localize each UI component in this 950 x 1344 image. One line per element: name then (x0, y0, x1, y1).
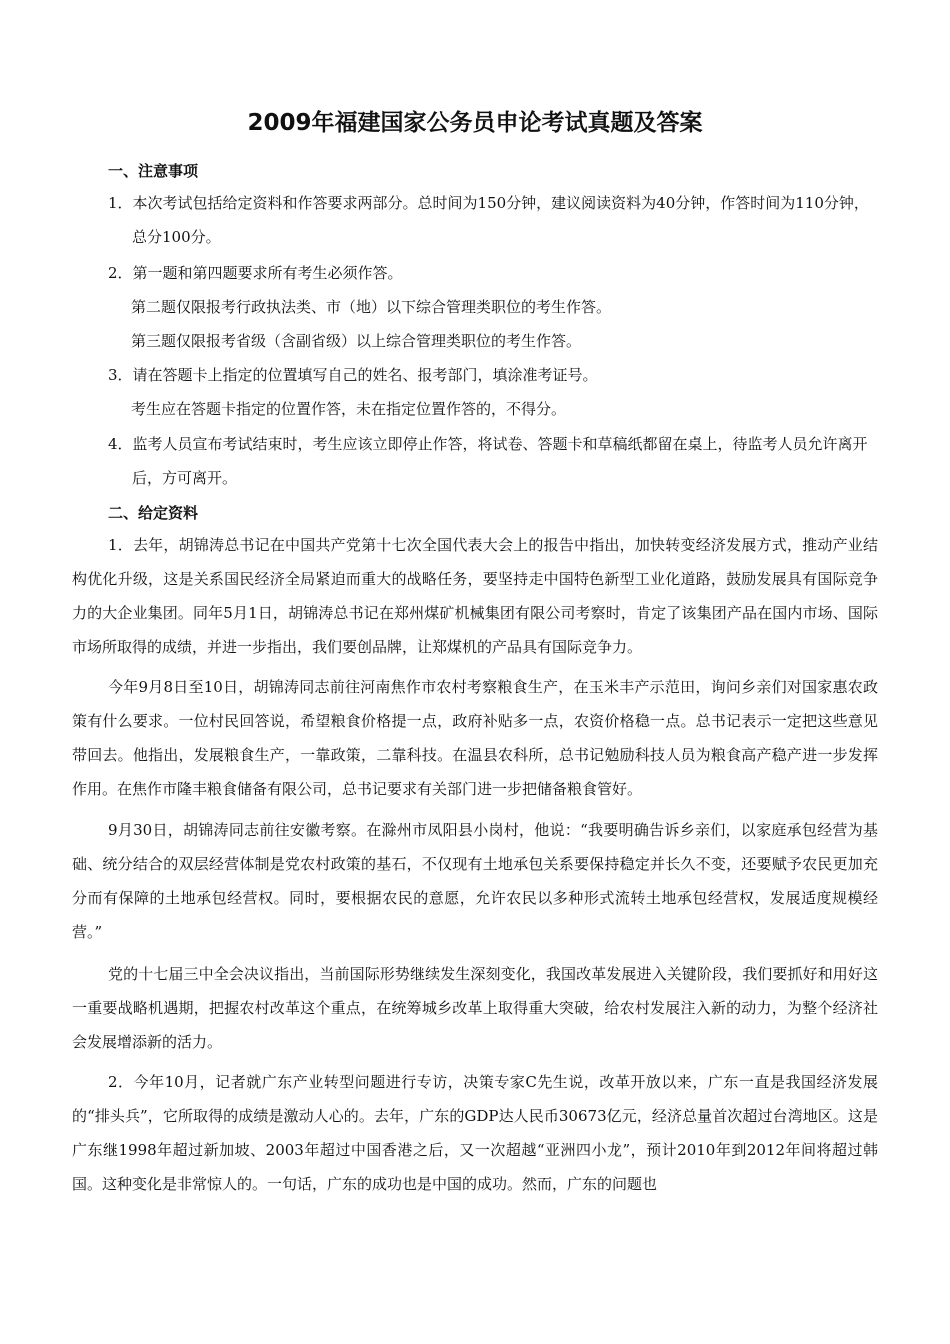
notes-item-3-sub-1: 考生应在答题卡指定的位置作答，未在指定位置作答的，不得分。 (131, 400, 567, 418)
material-paragraph-4: 党的十七届三中全会决议指出，当前国际形势继续发生深刻变化，我国改革发展进入关键阶段，我们要抓好和用好这一重要战略机遇期，把握农村改革这个重点，在统筹城乡改革上取得重大突破，给农村发展注入新的动力，为整个经济社会发展增添新的活力。 (72, 965, 878, 1051)
notes-item-3: 3．请在答题卡上指定的位置填写自己的姓名、报考部门，填涂准考证号。 (108, 366, 598, 384)
material-paragraph-1: 1．去年，胡锦涛总书记在中国共产党第十七次全国代表大会上的报告中指出，加快转变经济发展方式，推动产业结构优化升级，这是关系国民经济全局紧迫而重大的战略任务，要坚持走中国特色新型工业化道路，鼓励发展具有国际竞争力的大企业集团。同年5月1日，胡锦涛总书记在郑州煤矿机械集团有限公司考察时，肯定了该集团产品在国内市场、国际市场所取得的成绩，并进一步指出，我们要创品牌，让郑煤机的产品具有国际竞争力。 (72, 536, 878, 656)
notes-item-2: 2．第一题和第四题要求所有考生必须作答。 (108, 264, 403, 282)
notes-item-4: 4．监考人员宣布考试结束时，考生应该立即停止作答，将试卷、答题卡和草稿纸都留在桌上，待监考人员允许离开后，方可离开。 (108, 435, 868, 487)
notes-item-1: 1．本次考试包括给定资料和作答要求两部分。总时间为150分钟，建议阅读资料为40分钟，作答时间为110分钟，总分100分。 (108, 194, 869, 246)
material-paragraph-3: 9月30日，胡锦涛同志前往安徽考察。在滁州市凤阳县小岗村，他说：“我要明确告诉乡亲们，以家庭承包经营为基础、统分结合的双层经营体制是党农村政策的基石，不仅现有土地承包关系要保持稳定并长久不变，还要赋予农民更加充分而有保障的土地承包经营权。同时，要根据农民的意愿，允许农民以多种形式流转土地承包经营权，发展适度规模经营。” (72, 821, 878, 941)
material-paragraph-2: 今年9月8日至10日，胡锦涛同志前往河南焦作市农村考察粮食生产，在玉米丰产示范田，询问乡亲们对国家惠农政策有什么要求。一位村民回答说，希望粮食价格提一点，政府补贴多一点，农资价格稳一点。总书记表示一定把这些意见带回去。他指出，发展粮食生产，一靠政策，二靠科技。在温县农科所，总书记勉励科技人员为粮食高产稳产进一步发挥作用。在焦作市隆丰粮食储备有限公司，总书记要求有关部门进一步把储备粮食管好。 (72, 678, 878, 798)
section-heading-materials: 二、给定资料 (108, 504, 199, 522)
notes-item-2-sub-2: 第三题仅限报考省级（含副省级）以上综合管理类职位的考生作答。 (131, 332, 582, 350)
material-paragraph-5: 2．今年10月，记者就广东产业转型问题进行专访，决策专家C先生说，改革开放以来，广东一直是我国经济发展的“排头兵”，它所取得的成绩是激动人心的。去年，广东的GDP达人民币30673亿元，经济总量首次超过台湾地区。这是广东继1998年超过新加坡、2003年超过中国香港之后，又一次超越“亚洲四小龙”，预计2010年到2012年间将超过韩国。这种变化是非常惊人的。一句话，广东的成功也是中国的成功。然而，广东的问题也 (72, 1073, 878, 1193)
notes-item-2-sub-1: 第二题仅限报考行政执法类、市（地）以下综合管理类职位的考生作答。 (131, 298, 612, 316)
document-title: 2009年福建国家公务员申论考试真题及答案 (247, 110, 703, 136)
section-heading-notes: 一、注意事项 (108, 162, 199, 180)
